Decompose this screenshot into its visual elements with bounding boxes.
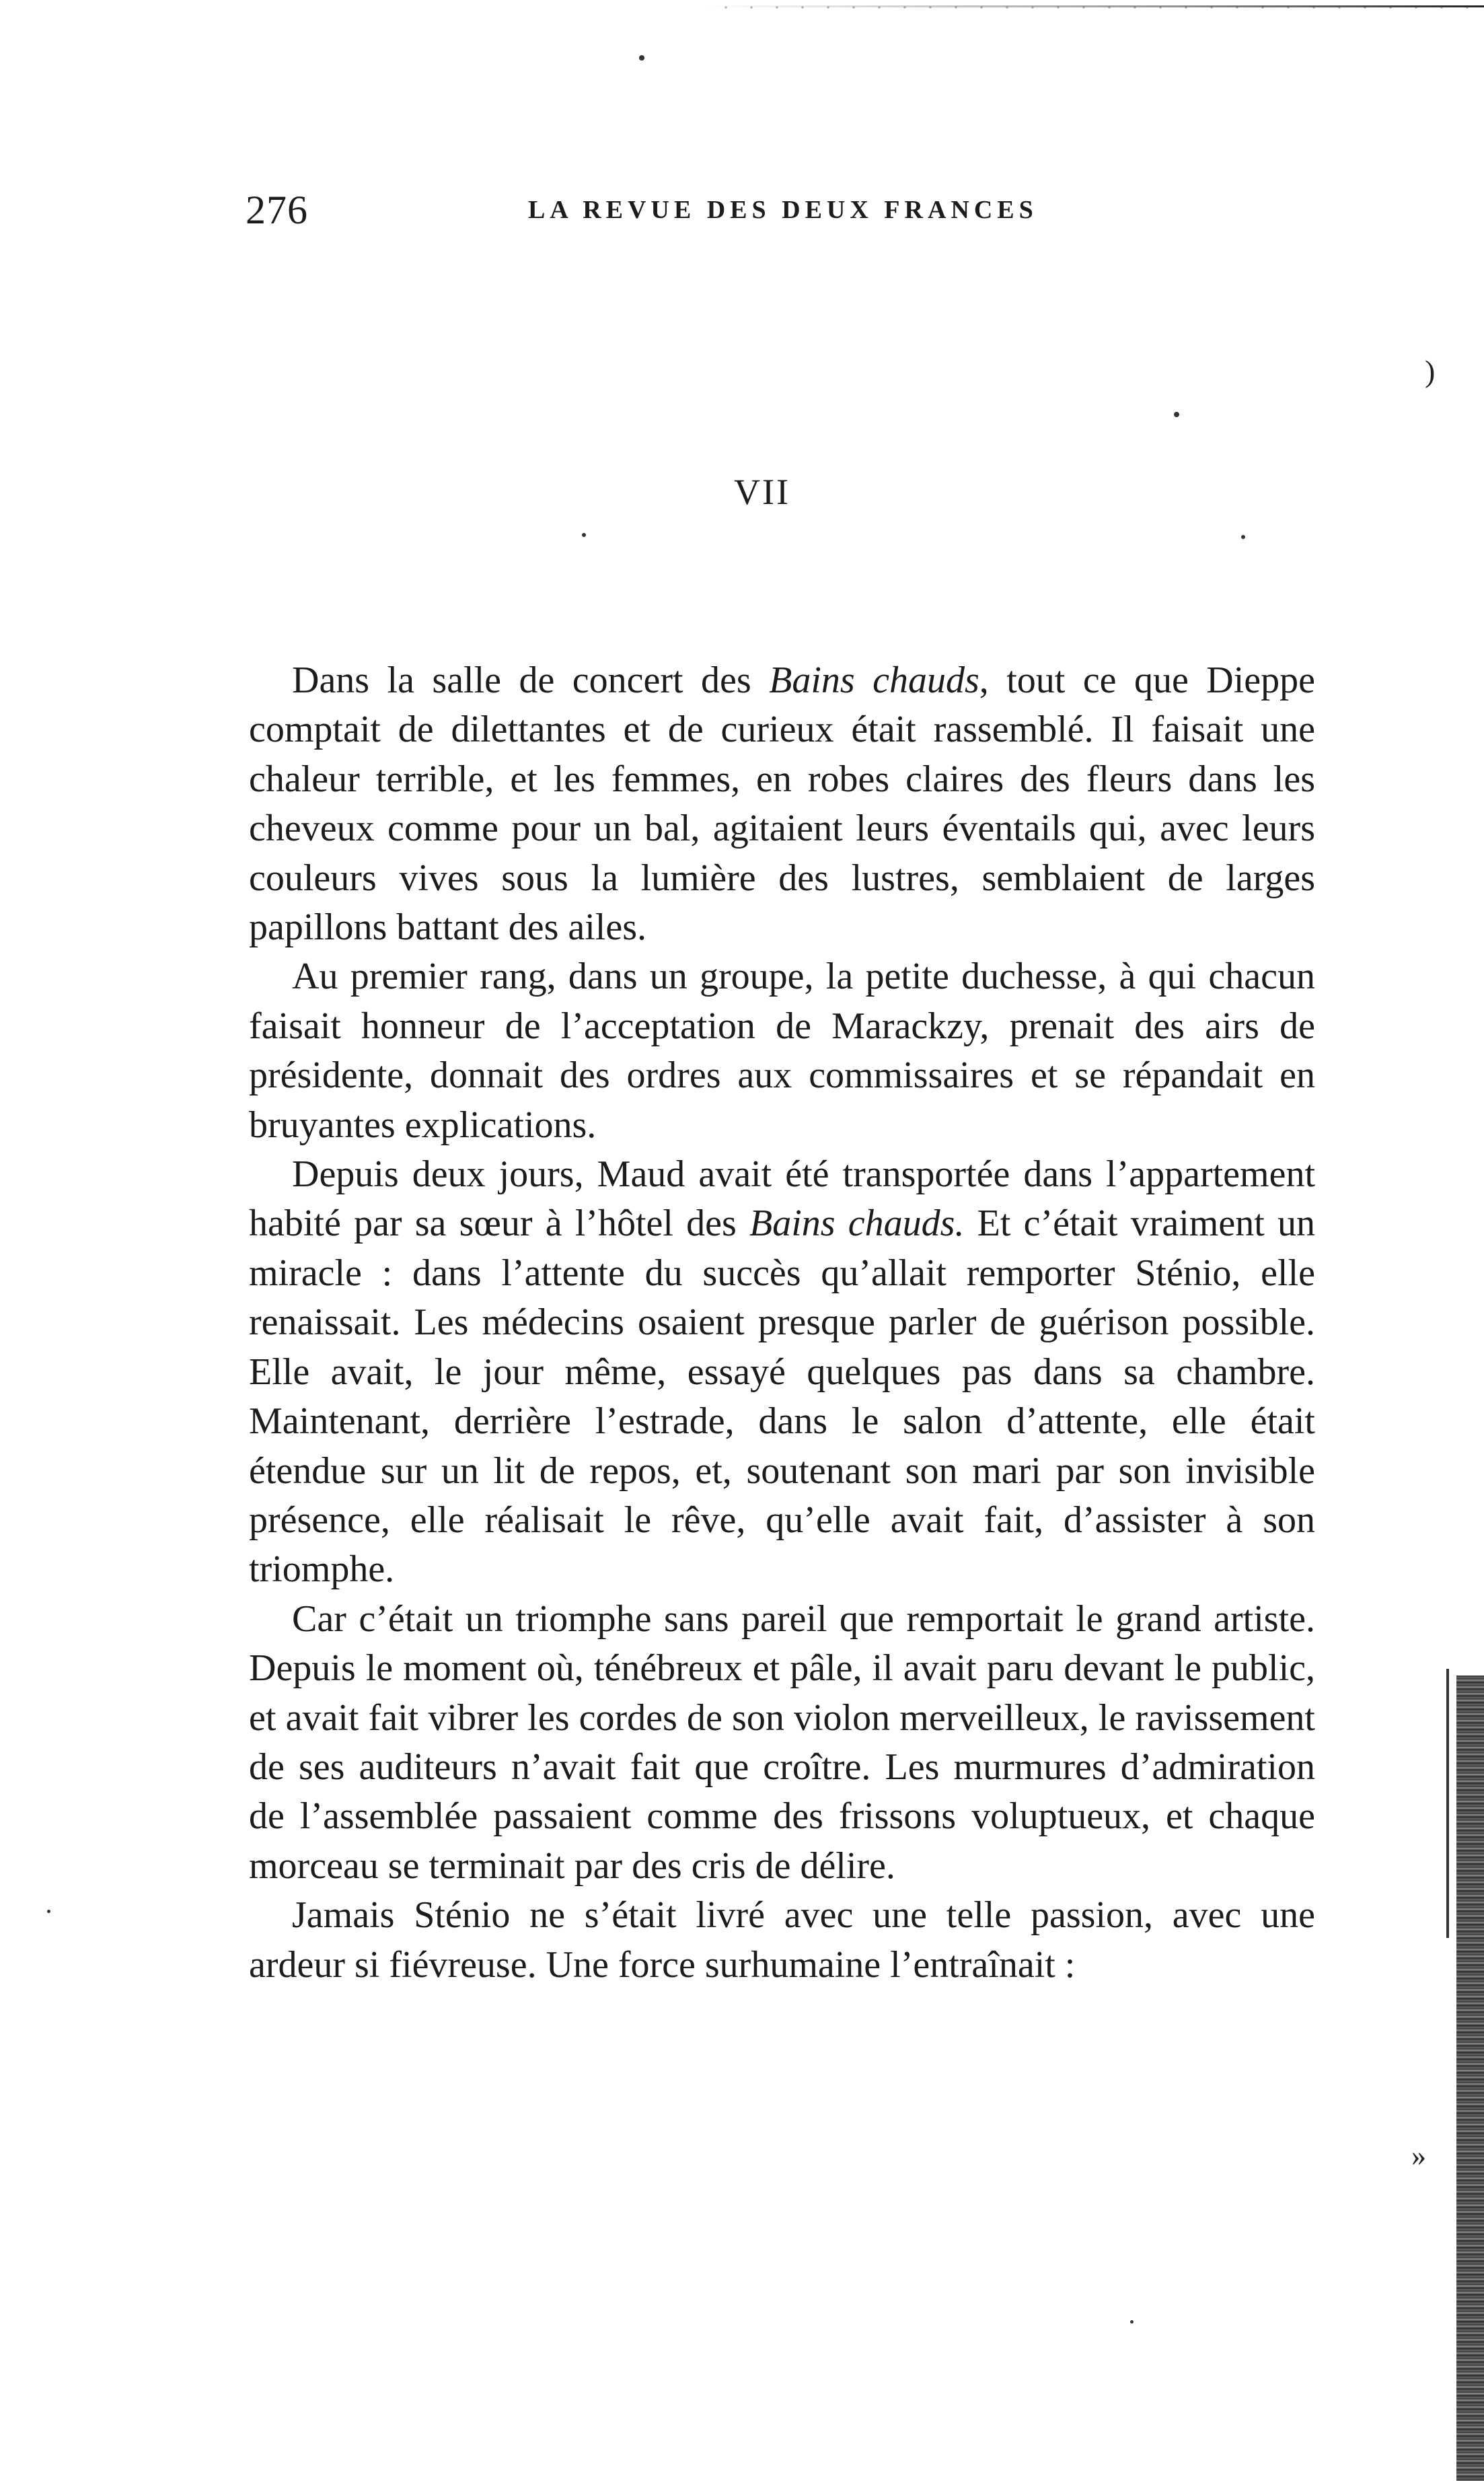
paragraph-text: Au premier rang, dans un groupe, la petite duchesse, à qui chacun faisait honneur de l’acceptation de Marackzy, prenait des airs de présidente, donnait des ordres aux commissaires et se répandait en bruyantes explications. bbox=[249, 956, 1315, 1146]
chapter-heading: VII bbox=[734, 472, 790, 512]
paragraph-text: Dans la salle de concert des bbox=[292, 659, 770, 701]
paragraph bbox=[249, 656, 1315, 952]
scan-artifact-top-dots bbox=[713, 0, 1480, 20]
scan-speck bbox=[639, 55, 644, 61]
paragraph bbox=[249, 1595, 1315, 1891]
italic-text: Bains chauds. bbox=[749, 1202, 965, 1245]
paragraph-text: Et c’était vraiment un miracle : dans l’attente du succès qu’allait remporter Sténio, elle renaissait. Les médecins osaient presque parler de guérison possible. Elle avait, le jour même, essayé quelques pas dans sa chambre. Maintenant, derrière l’estrade, dans le salon d’attente, elle était étendue sur un lit de repos, et, soutenant son mari par son invisible présence, elle réalisait le rêve, qu’elle avait fait, d’assister à son triomphe. bbox=[249, 1202, 1315, 1591]
scan-artifact-page-edge bbox=[1456, 1676, 1484, 2481]
margin-mark-lower: » bbox=[1411, 2139, 1426, 2172]
journal-title: LA REVUE DES DEUX FRANCES bbox=[528, 196, 1038, 224]
scan-artifact-edge-line bbox=[1446, 1669, 1449, 1938]
paragraph bbox=[249, 952, 1315, 1150]
paragraph-text: Car c’était un triomphe sans pareil que remportait le grand artiste. Depuis le moment où, ténébreux et pâle, il avait paru devant le public, et avait fait vibrer les cordes de son violon merveilleux, le ravissement de ses auditeurs n’avait fait que croître. Les murmures d’admiration de l’assemblée passaient comme des frissons voluptueux, et chaque morceau se terminait par des cris de délire. bbox=[249, 1597, 1315, 1887]
italic-text: Bains chauds bbox=[769, 659, 979, 701]
paragraph-text: Depuis deux jours, Maud avait été transportée dans l’appartement habité par sa sœur à l’hôtel des bbox=[249, 1153, 1315, 1245]
paragraph bbox=[249, 1891, 1315, 1990]
scan-speck bbox=[1174, 412, 1179, 417]
paragraph-text: , tout ce que Dieppe comptait de dilettantes et de curieux était rassemblé. Il faisait une chaleur terrible, et les femmes, en robes claires des fleurs dans les cheveux comme pour un bal, agitaient leurs éventails qui, avec leurs couleurs vives sous la lumière des lustres, semblaient de larges papillons battant des ailes. bbox=[249, 659, 1315, 949]
page-number: 276 bbox=[246, 188, 308, 232]
scan-artifact-top-rule bbox=[706, 5, 1484, 7]
scan-speck bbox=[582, 533, 586, 537]
scan-speck bbox=[47, 1910, 50, 1913]
paragraph-text: Jamais Sténio ne s’était livré avec une telle passion, avec une ardeur si fiévreuse. Une force surhumaine l’entraînait : bbox=[249, 1894, 1315, 1986]
scan-speck bbox=[1130, 2320, 1134, 2324]
scan-speck bbox=[1241, 535, 1245, 539]
paragraph bbox=[249, 1150, 1315, 1595]
body-text bbox=[249, 656, 1315, 1990]
margin-mark-upper: ) bbox=[1425, 354, 1436, 388]
running-head bbox=[246, 187, 1268, 241]
